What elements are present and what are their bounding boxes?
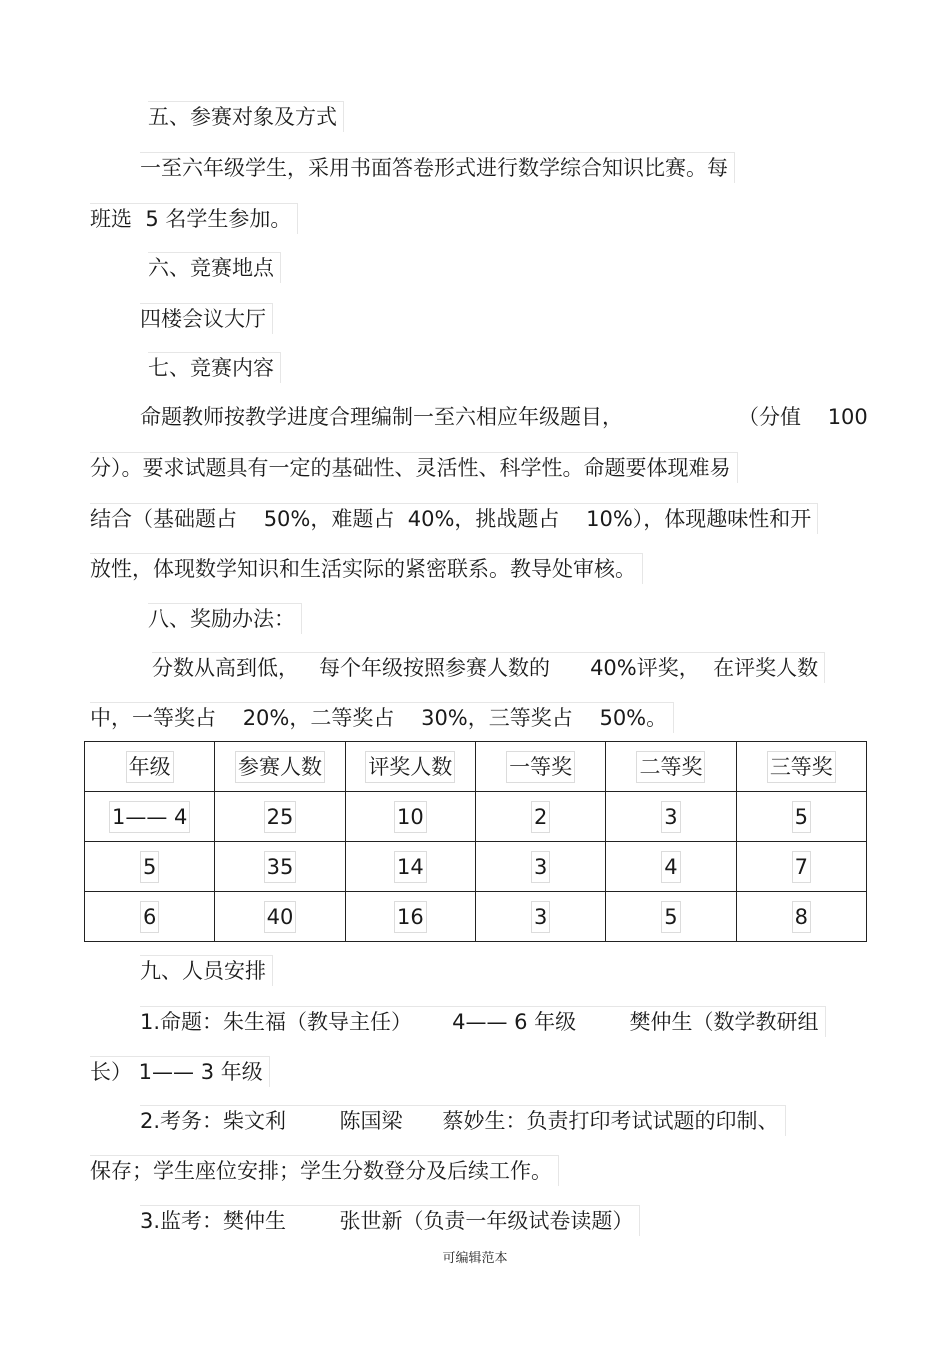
section-5-heading: 五、参赛对象及方式 bbox=[148, 101, 344, 132]
cell-participants: 35 bbox=[264, 851, 297, 883]
cell-third-prize: 7 bbox=[792, 851, 811, 883]
table-cell bbox=[85, 892, 215, 942]
cell-first-prize: 3 bbox=[531, 901, 550, 933]
table-cell bbox=[85, 842, 215, 892]
section-8-paragraph-line-1: 分数从高到低， 每个年级按照参赛人数的 40%评奖， 在评奖人数 bbox=[152, 652, 825, 683]
table-cell bbox=[606, 792, 736, 842]
table-cell bbox=[475, 842, 605, 892]
table-header-cell bbox=[85, 742, 215, 792]
header-second-prize: 二等奖 bbox=[636, 751, 705, 783]
staff-item-1-line-2: 长） 1—— 3 年级 bbox=[90, 1056, 270, 1087]
section-5-paragraph-line-1: 一至六年级学生，采用书面答卷形式进行数学综合知识比赛。每 bbox=[140, 152, 735, 183]
cell-second-prize: 3 bbox=[661, 801, 680, 833]
table-row bbox=[85, 792, 867, 842]
table-cell bbox=[736, 892, 866, 942]
section-8-heading: 八、奖励办法： bbox=[148, 603, 302, 634]
section-5-paragraph-line-2: 班选 5 名学生参加。 bbox=[90, 203, 298, 234]
table-cell bbox=[345, 842, 475, 892]
award-allocation-table bbox=[84, 741, 867, 942]
table-cell bbox=[475, 892, 605, 942]
section-7-paragraph-line-1a: 命题教师按教学进度合理编制一至六相应年级题目， bbox=[140, 405, 623, 429]
table-header-cell bbox=[736, 742, 866, 792]
table-cell bbox=[736, 842, 866, 892]
section-6-body: 四楼会议大厅 bbox=[140, 303, 273, 334]
table-cell bbox=[345, 892, 475, 942]
section-8-paragraph-line-2: 中，一等奖占 20%，二等奖占 30%，三等奖占 50%。 bbox=[90, 702, 674, 733]
table-header-cell bbox=[606, 742, 736, 792]
table-cell bbox=[215, 792, 345, 842]
table-row bbox=[85, 842, 867, 892]
cell-winners: 16 bbox=[394, 901, 427, 933]
cell-participants: 25 bbox=[264, 801, 297, 833]
cell-grade: 5 bbox=[140, 851, 159, 883]
section-7-paragraph-line-4: 放性，体现数学知识和生活实际的紧密联系。教导处审核。 bbox=[90, 553, 643, 584]
cell-grade: 6 bbox=[140, 901, 159, 933]
table-cell bbox=[475, 792, 605, 842]
header-participants: 参赛人数 bbox=[235, 751, 325, 783]
table-header-row bbox=[85, 742, 867, 792]
cell-third-prize: 5 bbox=[792, 801, 811, 833]
table-cell bbox=[85, 792, 215, 842]
header-grade: 年级 bbox=[126, 751, 174, 783]
header-third-prize: 三等奖 bbox=[767, 751, 836, 783]
cell-second-prize: 5 bbox=[661, 901, 680, 933]
cell-winners: 10 bbox=[394, 801, 427, 833]
section-7-paragraph-line-1b: （分值 100 bbox=[738, 405, 868, 429]
cell-first-prize: 3 bbox=[531, 851, 550, 883]
cell-participants: 40 bbox=[264, 901, 297, 933]
table-cell bbox=[606, 842, 736, 892]
header-first-prize: 一等奖 bbox=[506, 751, 575, 783]
section-7-paragraph-line-2: 分）。要求试题具有一定的基础性、灵活性、科学性。命题要体现难易 bbox=[90, 452, 738, 483]
section-6-heading: 六、竞赛地点 bbox=[148, 252, 281, 283]
page-footer-label: 可编辑范本 bbox=[442, 1251, 508, 1266]
staff-item-2-line-2: 保存；学生座位安排；学生分数登分及后续工作。 bbox=[90, 1155, 559, 1186]
table-cell bbox=[215, 842, 345, 892]
section-7-heading: 七、竞赛内容 bbox=[148, 352, 281, 383]
staff-item-3-line-1: 3.监考：樊仲生 张世新（负责一年级试卷读题） bbox=[140, 1205, 640, 1236]
section-7-paragraph-line-3: 结合（基础题占 50%，难题占 40%，挑战题占 10%），体现趣味性和开 bbox=[90, 503, 818, 534]
cell-grade: 1—— 4 bbox=[109, 801, 190, 833]
header-winners: 评奖人数 bbox=[365, 751, 455, 783]
cell-first-prize: 2 bbox=[531, 801, 550, 833]
staff-item-2-line-1: 2.考务：柴文利 陈国梁 蔡妙生：负责打印考试试题的印制、 bbox=[140, 1105, 786, 1136]
table-cell bbox=[215, 892, 345, 942]
table-cell bbox=[736, 792, 866, 842]
cell-second-prize: 4 bbox=[661, 851, 680, 883]
table-cell bbox=[606, 892, 736, 942]
table-cell bbox=[345, 792, 475, 842]
cell-third-prize: 8 bbox=[792, 901, 811, 933]
staff-item-1-line-1: 1.命题：朱生福（教导主任） 4—— 6 年级 樊仲生（数学教研组 bbox=[140, 1006, 826, 1037]
table-header-cell bbox=[345, 742, 475, 792]
table-header-cell bbox=[475, 742, 605, 792]
table-row bbox=[85, 892, 867, 942]
cell-winners: 14 bbox=[394, 851, 427, 883]
table-header-cell bbox=[215, 742, 345, 792]
section-9-heading: 九、人员安排 bbox=[140, 955, 273, 986]
